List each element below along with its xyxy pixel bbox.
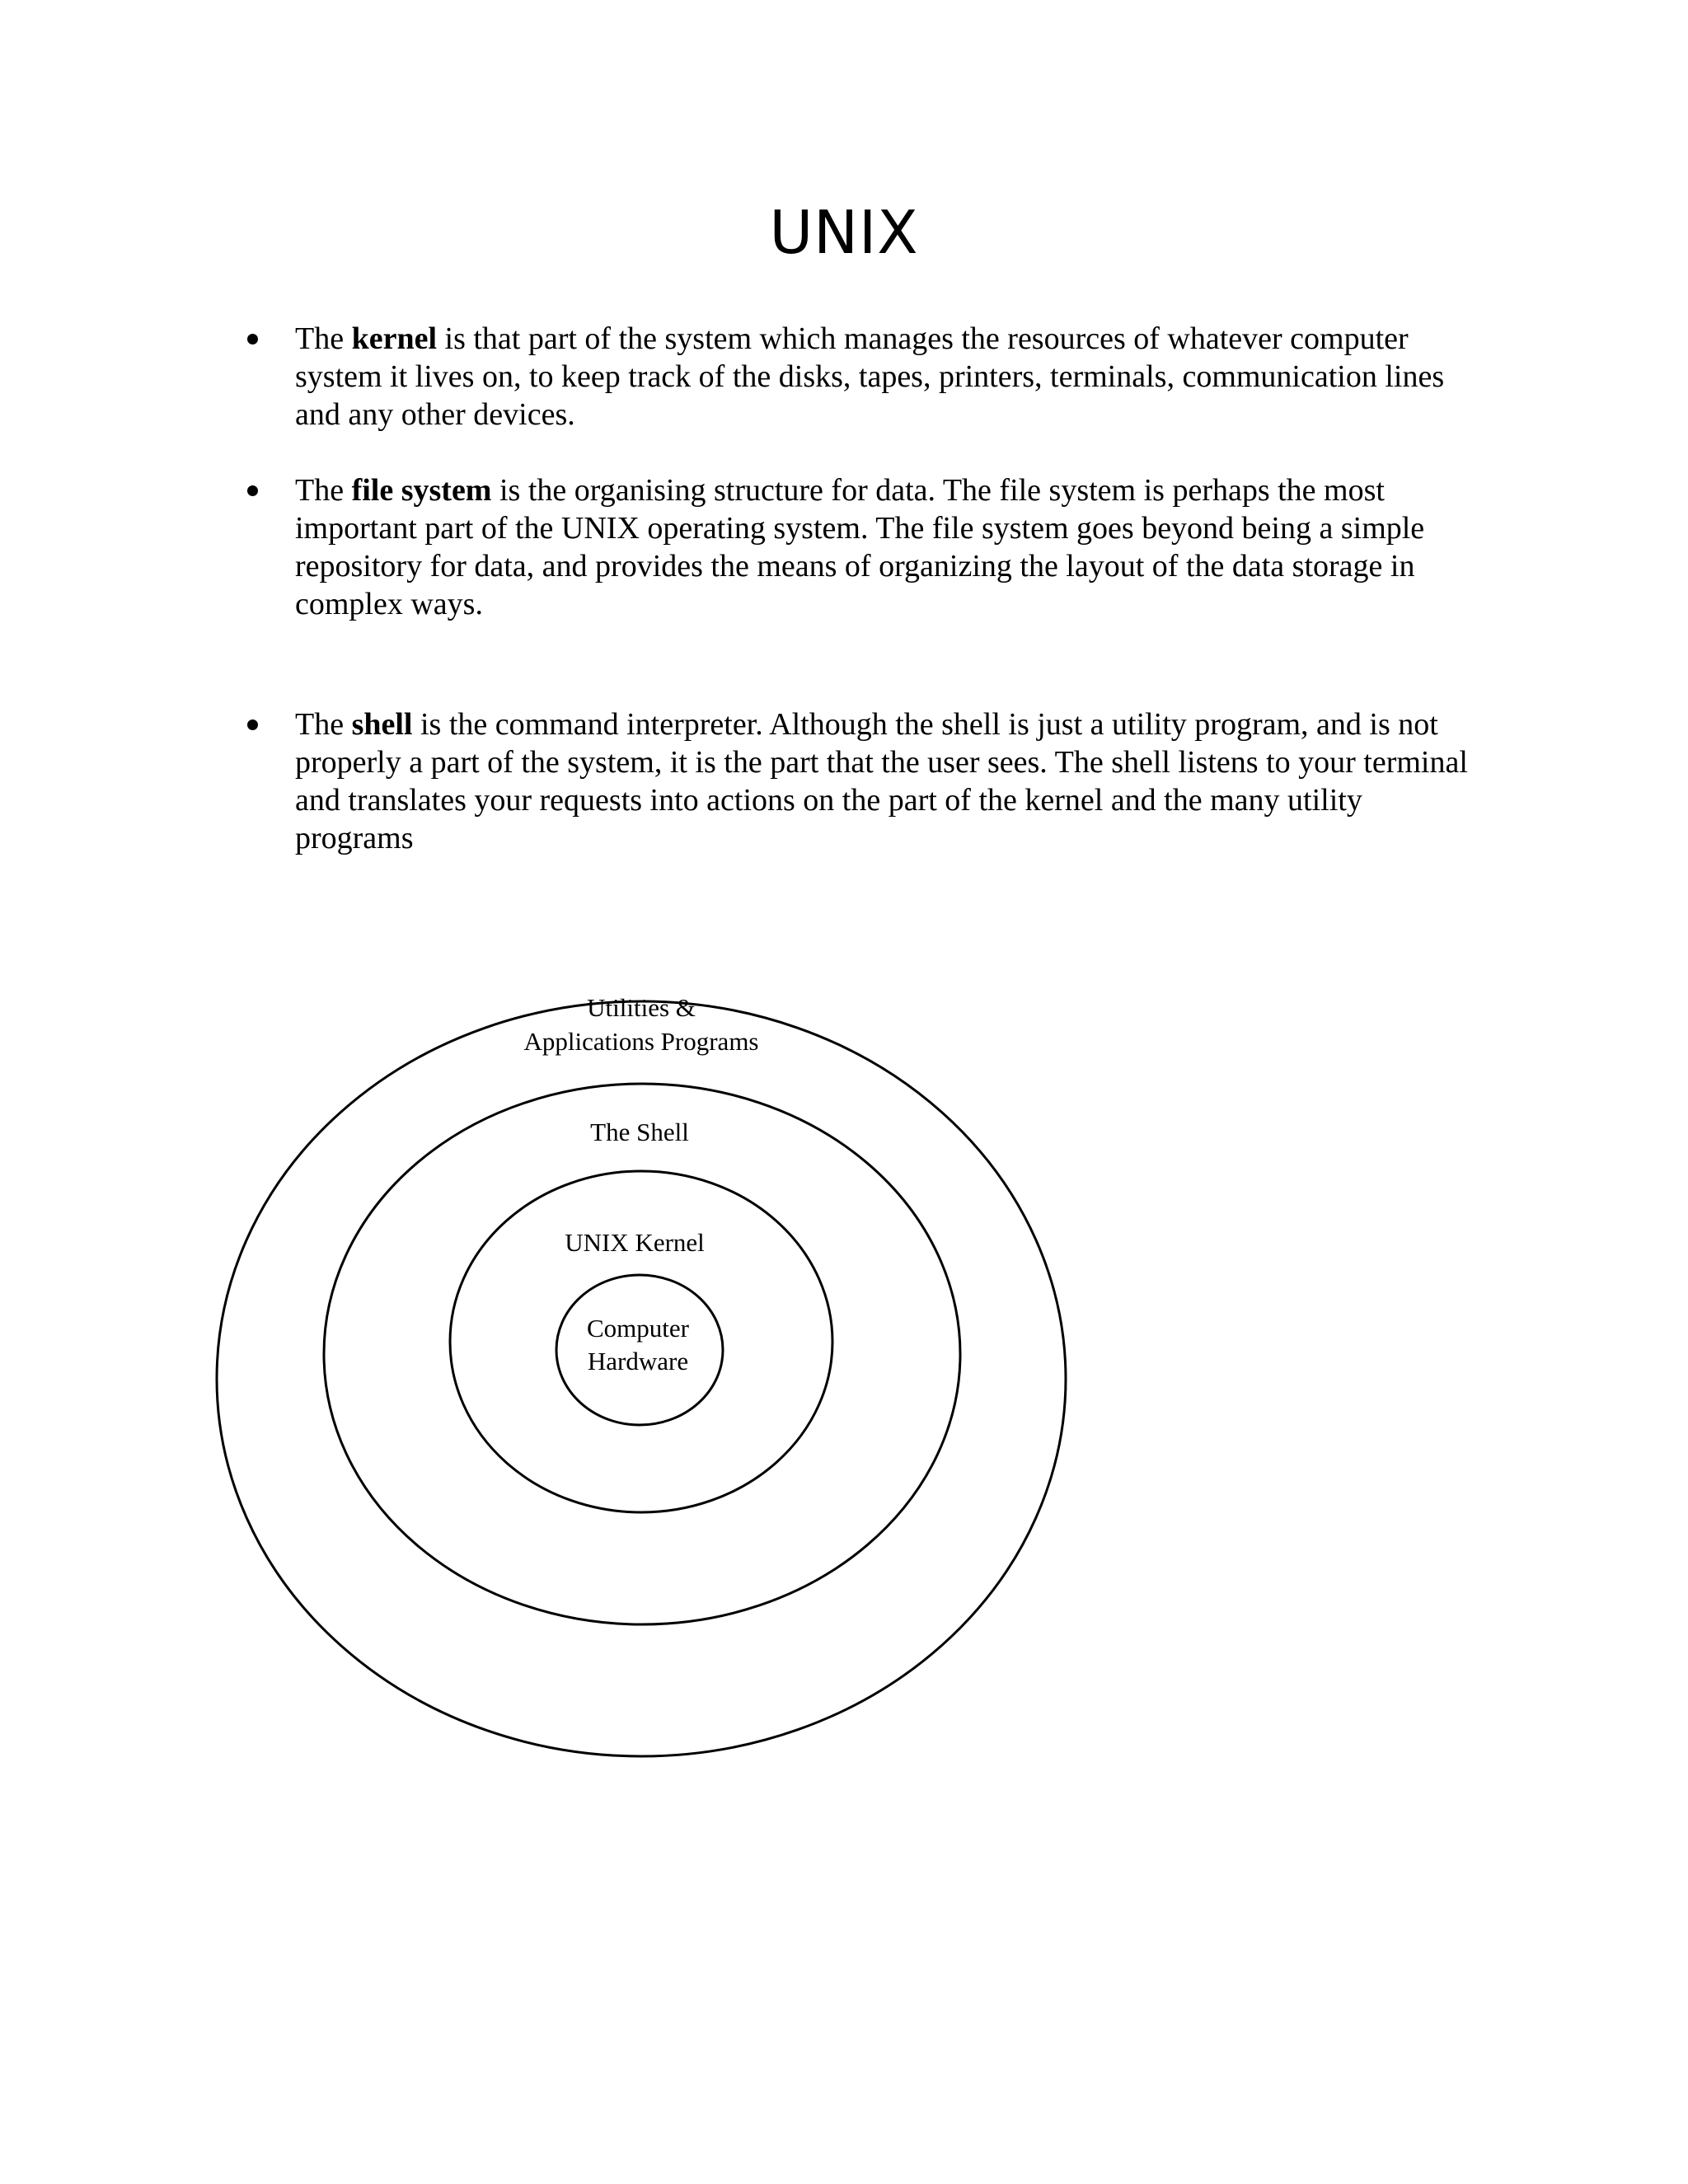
label-kernel: UNIX Kernel [565, 1228, 705, 1257]
ring-shell [324, 1084, 960, 1624]
bullet-file-system [295, 471, 1474, 623]
label-utilities-line1: Utilities & [587, 993, 696, 1022]
bullet-list [295, 320, 1474, 857]
core-hardware [556, 1275, 723, 1425]
label-hardware-line1: Computer [587, 1314, 689, 1343]
bullet-prefix: The [295, 707, 352, 742]
ring-kernel [450, 1171, 832, 1512]
label-hardware-line2: Hardware [587, 1347, 689, 1376]
bullet-text: is that part of the system which manages the resources of whatever computer system it lives on, to keep track of the disks, tapes, printers, terminals, communication lines and any other devices. [295, 321, 1445, 432]
bullet-term: kernel [351, 321, 438, 356]
bullet-kernel [295, 320, 1474, 434]
outer-ring-utilities [217, 1001, 1066, 1756]
bullet-dot-icon [247, 719, 258, 730]
bullet-shell [295, 705, 1474, 857]
bullet-dot-icon [247, 334, 258, 344]
bullet-term: file system [351, 473, 492, 508]
bullet-prefix: The [295, 321, 352, 356]
page-title: UNIX [769, 198, 919, 267]
bullet-text: is the organising structure for data. The file system is perhaps the most important part of the UNIX operating system. The file system goes beyond being a simple repository for data, and provides the means of organizing the layout of the data storage in complex ways. [295, 473, 1425, 621]
label-utilities-line2: Applications Programs [523, 1027, 759, 1056]
label-shell: The Shell [590, 1118, 689, 1146]
bullet-prefix: The [295, 473, 352, 508]
bullet-text: is the command interpreter. Although the shell is just a utility program, and is not properly a part of the system, it is the part that the user sees. The shell listens to your terminal and translates your requests into actions on the part of the kernel and the many utility programs [295, 707, 1468, 855]
bullet-dot-icon [247, 485, 258, 496]
bullet-term: shell [351, 707, 413, 742]
